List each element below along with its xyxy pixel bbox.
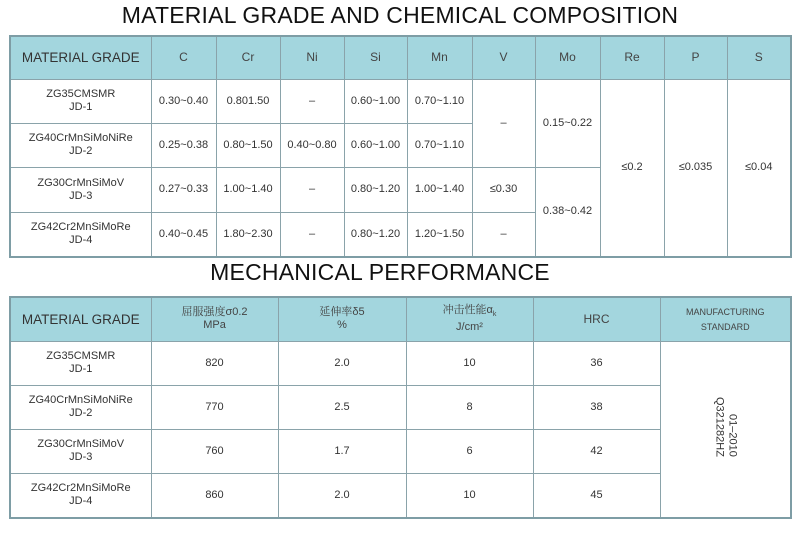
yield-header-unit: MPa [203,319,226,332]
header-re: Re [600,36,664,79]
mn-value: 0.70~1.10 [407,79,472,123]
header-s: S [727,36,791,79]
header-mn: Mn [407,36,472,79]
header-cr: Cr [216,36,280,79]
re-value-merged: ≤0.2 [600,79,664,257]
ni-value: – [280,212,344,257]
header-ni: Ni [280,36,344,79]
grade-code: JD-1 [69,101,93,113]
impact-header-unit: J/cm² [456,321,483,334]
header-v: V [472,36,535,79]
grade-code: JD-2 [69,407,93,419]
grade-name: ZG42Cr2MnSiMoRe [30,482,131,495]
hrc-value: 36 [533,341,660,385]
chemical-composition-title: MATERIAL GRADE AND CHEMICAL COMPOSITION [121,2,679,28]
header-impact [406,297,533,341]
hrc-value: 42 [533,429,660,473]
grade-name: ZG30CrMnSiMoV [37,176,125,189]
standard-code: Q321282HZ [713,397,726,458]
header-material-grade: MATERIAL GRADE [10,297,151,341]
elongation-header-unit: % [337,319,347,332]
elongation-value: 2.0 [278,341,406,385]
grade-code: JD-3 [69,189,93,202]
hrc-value: 38 [533,385,660,429]
grade-cell [10,473,151,518]
grade-code: JD-4 [69,495,93,508]
impact-header-label-wrap [407,304,533,321]
header-hrc: HRC [533,297,660,341]
si-value: 0.60~1.00 [344,79,407,123]
mo-value-merged: 0.38~0.42 [535,167,600,257]
c-value: 0.40~0.45 [151,212,216,257]
grade-cell [10,167,151,212]
c-value: 0.27~0.33 [151,167,216,212]
table-header-row [10,297,791,341]
grade-code: JD-3 [69,451,93,463]
header-yield-strength [151,297,278,341]
header-c: C [151,36,216,79]
impact-value: 8 [406,385,533,429]
grade-code: JD-2 [69,145,93,157]
grade-cell [10,123,151,167]
grade-name: ZG42Cr2MnSiMoRe [30,221,131,234]
grade-code: JD-1 [69,363,93,375]
table-row [10,79,791,123]
yield-header-label: 屈服强度σ0.2 [181,306,248,319]
header-si: Si [344,36,407,79]
p-value-merged: ≤0.035 [664,79,727,257]
standard-header-line2: STANDARD [700,321,750,332]
yield-value: 760 [151,429,278,473]
header-p: P [664,36,727,79]
ni-value: – [280,167,344,212]
grade-name: ZG40CrMnSiMoNiRe [28,394,133,406]
mechanical-performance-table [9,296,792,519]
c-value: 0.25~0.38 [151,123,216,167]
si-value: 0.60~1.00 [344,123,407,167]
mechanical-performance-title: MECHANICAL PERFORMANCE [210,259,550,285]
grade-name: ZG30CrMnSiMoV [37,438,125,450]
cr-value: 1.00~1.40 [216,167,280,212]
v-value-merged: – [472,79,535,167]
si-value: 0.80~1.20 [344,167,407,212]
mn-value: 1.00~1.40 [407,167,472,212]
manufacturing-standard-cell [660,341,791,518]
yield-value: 820 [151,341,278,385]
cr-value: 0.801.50 [216,79,280,123]
impact-value: 10 [406,341,533,385]
si-value: 0.80~1.20 [344,212,407,257]
elongation-value: 2.0 [278,473,406,518]
header-elongation [278,297,406,341]
c-value: 0.30~0.40 [151,79,216,123]
elongation-header-label: 延伸率δ5 [319,306,365,319]
v-value: ≤0.30 [472,167,535,212]
impact-value: 10 [406,473,533,518]
table-row [10,341,791,385]
mo-value-merged: 0.15~0.22 [535,79,600,167]
cr-value: 0.80~1.50 [216,123,280,167]
header-manufacturing-standard [660,297,791,341]
header-mo: Mo [535,36,600,79]
mn-value: 1.20~1.50 [407,212,472,257]
impact-header-subscript: k [492,311,497,319]
standard-header-line1: MANUFACTURING [686,306,765,317]
grade-name: ZG35CMSMR [46,88,116,100]
ni-value: – [280,79,344,123]
grade-code: JD-4 [69,234,93,247]
header-material-grade: MATERIAL GRADE [10,36,151,79]
grade-name: ZG40CrMnSiMoNiRe [28,132,133,144]
impact-header-label: 冲击性能α [442,304,493,317]
grade-cell [10,79,151,123]
yield-value: 770 [151,385,278,429]
grade-cell [10,341,151,385]
grade-cell [10,385,151,429]
yield-value: 860 [151,473,278,518]
mn-value: 0.70~1.10 [407,123,472,167]
hrc-value: 45 [533,473,660,518]
v-value: – [472,212,535,257]
grade-cell [10,429,151,473]
cr-value: 1.80~2.30 [216,212,280,257]
s-value-merged: ≤0.04 [727,79,791,257]
table-header-row [10,36,791,79]
ni-value: 0.40~0.80 [280,123,344,167]
elongation-value: 2.5 [278,385,406,429]
impact-value: 6 [406,429,533,473]
elongation-value: 1.7 [278,429,406,473]
grade-name: ZG35CMSMR [46,350,116,362]
standard-year: 01–2010 [726,414,739,458]
grade-cell [10,212,151,257]
chemical-composition-table [9,35,792,258]
